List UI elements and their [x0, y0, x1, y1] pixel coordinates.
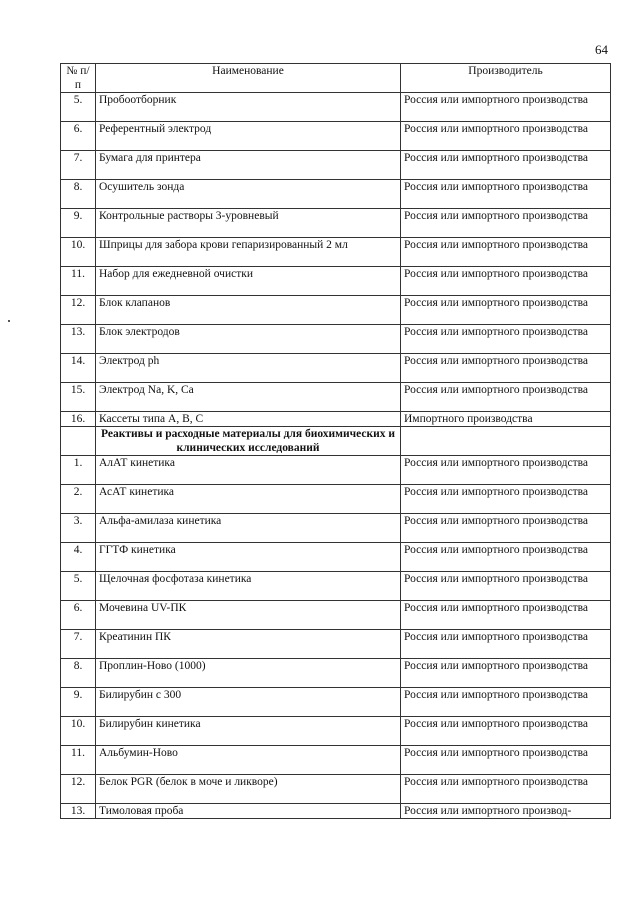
row-name: Креатинин ПК — [96, 630, 401, 659]
equipment-table — [60, 63, 611, 819]
row-name: Блок клапанов — [96, 296, 401, 325]
table-row — [61, 238, 611, 267]
section-producer-cell — [401, 427, 611, 456]
row-name: Тимоловая проба — [96, 804, 401, 819]
row-number: 13. — [61, 804, 96, 819]
row-number: 9. — [61, 209, 96, 238]
row-name: Альфа-амилаза кинетика — [96, 514, 401, 543]
row-producer: Россия или импортного производства — [401, 354, 611, 383]
table-row — [61, 93, 611, 122]
row-producer: Россия или импортного производства — [401, 151, 611, 180]
row-producer: Россия или импортного производства — [401, 717, 611, 746]
table-row — [61, 601, 611, 630]
row-name: Осушитель зонда — [96, 180, 401, 209]
row-number: 7. — [61, 151, 96, 180]
row-name: Билирубин с 300 — [96, 688, 401, 717]
table-row — [61, 746, 611, 775]
header-number: № п/п — [61, 64, 96, 93]
table-row — [61, 122, 611, 151]
row-number: 10. — [61, 238, 96, 267]
row-name: Электрод Na, K, Ca — [96, 383, 401, 412]
table-row — [61, 456, 611, 485]
table-row — [61, 630, 611, 659]
table-row — [61, 151, 611, 180]
row-number: 11. — [61, 267, 96, 296]
row-name: Набор для ежедневной очистки — [96, 267, 401, 296]
section-title: Реактивы и расходные материалы для биохимических и клинических исследований — [96, 427, 401, 456]
row-number: 7. — [61, 630, 96, 659]
row-number: 4. — [61, 543, 96, 572]
row-producer: Россия или импортного производства — [401, 746, 611, 775]
row-name: Билирубин кинетика — [96, 717, 401, 746]
row-name: Щелочная фосфотаза кинетика — [96, 572, 401, 601]
row-producer: Россия или импортного производства — [401, 209, 611, 238]
row-number: 12. — [61, 296, 96, 325]
table-row — [61, 659, 611, 688]
row-number: 5. — [61, 93, 96, 122]
row-name: Мочевина UV-ПК — [96, 601, 401, 630]
row-name: Проплин-Ново (1000) — [96, 659, 401, 688]
row-producer: Россия или импортного производства — [401, 238, 611, 267]
header-name: Наименование — [96, 64, 401, 93]
page-number: 64 — [595, 42, 608, 57]
row-name: Контрольные растворы 3-уровневый — [96, 209, 401, 238]
table-section — [61, 427, 611, 456]
row-number: 15. — [61, 383, 96, 412]
row-name: АсАТ кинетика — [96, 485, 401, 514]
row-number: 13. — [61, 325, 96, 354]
row-producer: Россия или импортного производства — [401, 122, 611, 151]
row-name: Блок электродов — [96, 325, 401, 354]
row-number: 1. — [61, 456, 96, 485]
table-row — [61, 325, 611, 354]
table-row — [61, 717, 611, 746]
row-number: 6. — [61, 122, 96, 151]
row-number: 8. — [61, 180, 96, 209]
row-producer: Импортного производства — [401, 412, 611, 427]
row-producer: Россия или импортного производства — [401, 775, 611, 804]
row-producer: Россия или импортного производства — [401, 485, 611, 514]
row-name: Шприцы для забора крови гепаризированный 2 мл — [96, 238, 401, 267]
table-row — [61, 296, 611, 325]
table-row — [61, 267, 611, 296]
scan-speck — [8, 320, 10, 322]
section-row — [61, 427, 611, 456]
row-number: 3. — [61, 514, 96, 543]
table-row — [61, 514, 611, 543]
row-producer: Россия или импортного производства — [401, 688, 611, 717]
row-producer: Россия или импортного производства — [401, 572, 611, 601]
table-row — [61, 572, 611, 601]
table-header-row — [61, 64, 611, 93]
row-producer: Россия или импортного производства — [401, 296, 611, 325]
row-number: 12. — [61, 775, 96, 804]
row-name: Белок PGR (белок в моче и ликворе) — [96, 775, 401, 804]
table-body-part1 — [61, 93, 611, 427]
row-number: 5. — [61, 572, 96, 601]
row-name: АлАТ кинетика — [96, 456, 401, 485]
table-row — [61, 209, 611, 238]
row-name: Бумага для принтера — [96, 151, 401, 180]
row-producer: Россия или импортного производства — [401, 543, 611, 572]
row-name: Электрод ph — [96, 354, 401, 383]
table-row — [61, 775, 611, 804]
table-row — [61, 688, 611, 717]
row-name: Кассеты типа A, B, C — [96, 412, 401, 427]
row-name: Пробоотборник — [96, 93, 401, 122]
table-row — [61, 354, 611, 383]
row-name: ГГТФ кинетика — [96, 543, 401, 572]
row-producer: Россия или импортного производства — [401, 93, 611, 122]
row-producer: Россия или импортного производства — [401, 180, 611, 209]
row-number: 8. — [61, 659, 96, 688]
row-name: Референтный электрод — [96, 122, 401, 151]
row-producer: Россия или импортного производства — [401, 325, 611, 354]
table-row — [61, 804, 611, 819]
row-producer: Россия или импортного производства — [401, 659, 611, 688]
row-producer: Россия или импортного производства — [401, 456, 611, 485]
table-row — [61, 485, 611, 514]
row-producer: Россия или импортного производства — [401, 630, 611, 659]
row-producer: Россия или импортного производства — [401, 514, 611, 543]
section-number-cell — [61, 427, 96, 456]
row-number: 11. — [61, 746, 96, 775]
row-number: 10. — [61, 717, 96, 746]
table-row — [61, 543, 611, 572]
row-producer: Россия или импортного производ- — [401, 804, 611, 819]
row-number: 9. — [61, 688, 96, 717]
header-producer: Производитель — [401, 64, 611, 93]
row-number: 16. — [61, 412, 96, 427]
row-number: 6. — [61, 601, 96, 630]
table-body-part2 — [61, 456, 611, 819]
row-producer: Россия или импортного производства — [401, 601, 611, 630]
row-producer: Россия или импортного производства — [401, 267, 611, 296]
row-number: 14. — [61, 354, 96, 383]
row-name: Альбумин-Ново — [96, 746, 401, 775]
row-number: 2. — [61, 485, 96, 514]
row-producer: Россия или импортного производства — [401, 383, 611, 412]
table-row — [61, 180, 611, 209]
table-row — [61, 383, 611, 412]
table-row — [61, 412, 611, 427]
